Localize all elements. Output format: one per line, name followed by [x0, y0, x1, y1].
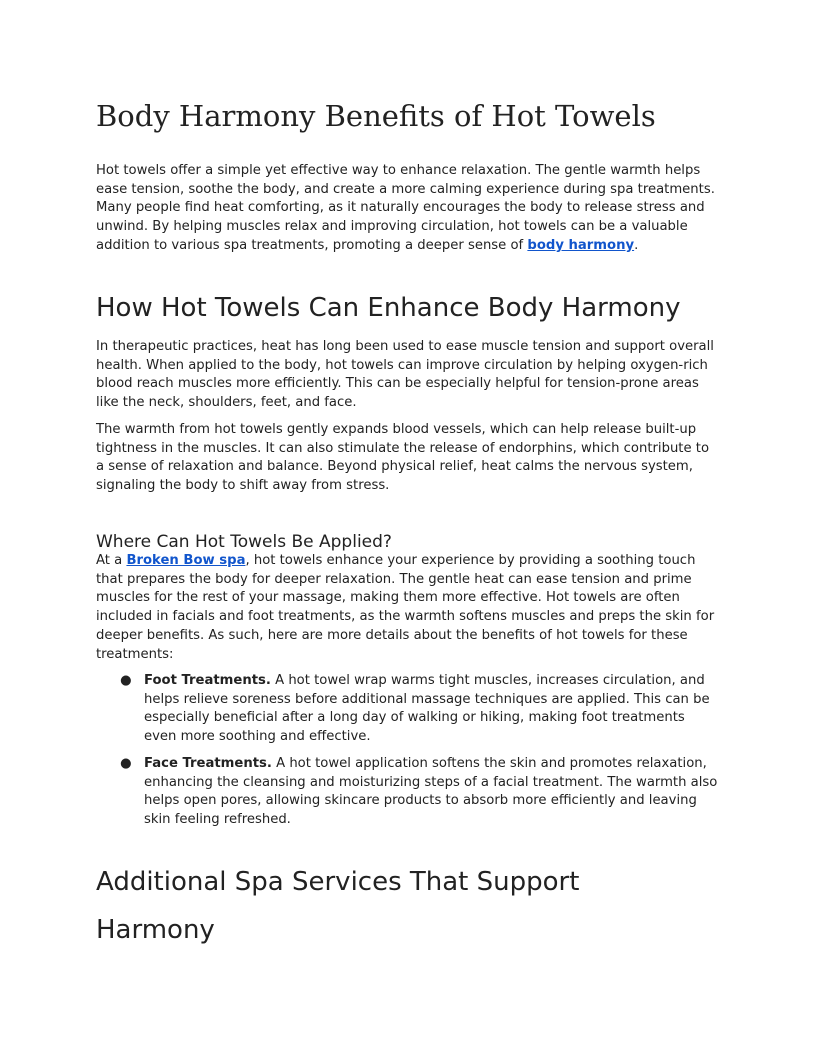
broken-bow-spa-link[interactable]: Broken Bow spa [126, 553, 246, 568]
where-body-text: , hot towels enhance your experience by providing a soothing touch that prepares the body for deeper relaxation. The gentle heat can ease tension and prime muscles for the rest of your massage, making them more effective. Hot towels are often included in facials and foot treatments, as the warmth softens muscles and preps the skin for deeper benefits. As such, here are more details about the benefits of hot towels for these treatments: [96, 553, 715, 662]
face-treatments-label: Face Treatments. [144, 755, 272, 771]
list-item-face-treatments [120, 755, 720, 830]
paragraph-warmth-effects: The warmth from hot towels gently expands blood vessels, which can help release built-up tightness in the muscles. It can also stimulate the release of endorphins, which contribute to a sense of relaxation and balance. Beyond physical relief, heat calms the nervous system, signaling the body to shift away from stress. [96, 422, 710, 494]
section-heading-how: How Hot Towels Can Enhance Body Harmony [96, 293, 681, 323]
body-harmony-link[interactable]: body harmony [527, 237, 635, 253]
bullet-icon: ● [120, 673, 132, 688]
bullet-icon: ● [120, 755, 132, 771]
face-treatments-text: A hot towel application softens the skin and promotes relaxation, enhancing the cleansing and moisturizing steps of a facial treatment. The warmth also helps open pores, allowing skincare products to absorb more efficiently and leaving skin feeling refreshed. [144, 755, 718, 827]
intro-paragraph [96, 162, 720, 256]
paragraph-therapeutic-heat: In therapeutic practices, heat has long been used to ease muscle tension and support overall health. When applied to the body, hot towels can improve circulation by helping oxygen-rich blood reach muscles more efficiently. This can be especially helpful for tension-prone areas like the neck, shoulders, feet, and face. [96, 339, 714, 411]
page-title: Body Harmony Benefits of Hot Towels [96, 99, 656, 133]
section-heading-where: Where Can Hot Towels Be Applied? [96, 532, 392, 552]
list-item-foot-treatments [120, 672, 720, 747]
foot-treatments-label: Foot Treatments. [144, 673, 271, 688]
intro-text: Hot towels offer a simple yet effective way to enhance relaxation. The gentle warmth helps ease tension, soothe the body, and create a more calming experience during spa treatments. Many people find heat comforting, as it naturally encourages the body to release stress and unwind. By helping muscles relax and improving circulation, hot towels can be a valuable addition to various spa treatments, promoting a deeper sense of [96, 163, 715, 253]
paragraph-where-applied [96, 552, 720, 664]
intro-period: . [634, 237, 639, 253]
foot-treatments-text: A hot towel wrap warms tight muscles, increases circulation, and helps relieve soreness before additional massage techniques are applied. This can be especially beneficial after a long day of walking or hiking, making foot treatments even more soothing and effective. [144, 673, 710, 745]
where-lead-text: At a [96, 553, 127, 568]
treatment-benefits-list [96, 672, 720, 838]
section-heading-additional: Additional Spa Services That Support Harmony [96, 867, 580, 945]
